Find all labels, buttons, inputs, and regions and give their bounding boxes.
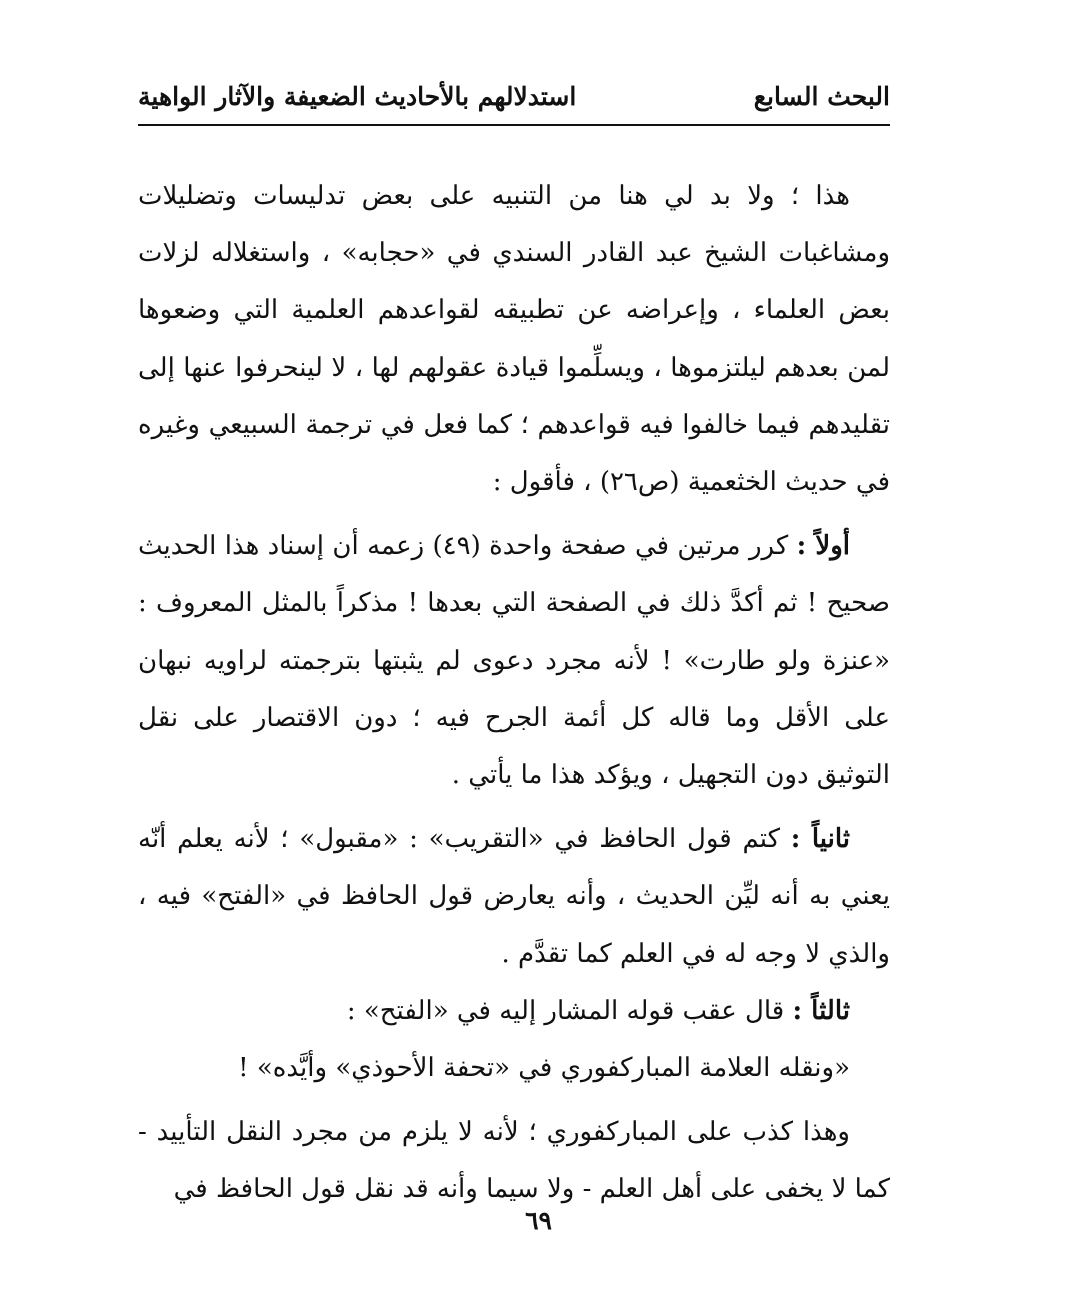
- paragraph-text: قال عقب قوله المشار إليه في «الفتح» :: [346, 995, 793, 1026]
- section-topic: استدلالهم بالأحاديث الضعيفة والآثار الواهية: [138, 82, 577, 111]
- paragraph-text: كتم قول الحافظ في «التقريب» : «مقبول» ؛ لأنه يعلم أنّه يعني به أنه ليِّن الحديث ، وأنه يعارض قول الحافظ في «الفتح» فيه ، والذي لا وجه له في العلم كما تقدَّم .: [138, 824, 890, 969]
- paragraph-third: [138, 983, 890, 1040]
- paragraph-first: [138, 518, 890, 804]
- running-header: [138, 78, 890, 118]
- paragraph-rebuttal: [138, 1104, 890, 1218]
- paragraph-text: كرر مرتين في صفحة واحدة (٤٩) زعمه أن إسناد هذا الحديث صحيح ! ثم أكدَّ ذلك في الصفحة التي بعدها ! مذكراً بالمثل المعروف : «عنزة ولو طارت» ! لأنه مجرد دعوى لم يثبتها بترجمته لراويه نبهان على الأقل وما قاله كل أئمة الجرح فيه ؛ دون الاقتصار على نقل التوثيق دون التجهيل ، ويؤكد هذا ما يأتي .: [138, 531, 890, 791]
- paragraph-lead: أولاً :: [796, 531, 850, 562]
- block-quote: [138, 1040, 890, 1097]
- paragraph-text: وهذا كذب على المباركفوري ؛ لأنه لا يلزم من مجرد النقل التأييد - كما لا يخفى على أهل العلم - ولا سيما وأنه قد نقل قول الحافظ في: [138, 1117, 890, 1205]
- paragraph-text: هذا ؛ ولا بد لي هنا من التنبيه على بعض تدليسات وتضليلات ومشاغبات الشيخ عبد القادر السندي في «حجابه» ، واستغلاله لزلات بعض العلماء ، وإعراضه عن تطبيقه لقواعدهم العلمية التي وضعوها لمن بعدهم ليلتزموها ، ويسلِّموا قيادة عقولهم لها ، لا لينحرفوا عنها إلى تقليدهم فيما خالفوا فيه قواعدهم ؛ كما فعل في ترجمة السبيعي وغيره في حديث الخثعمية (ص٢٦) ، فأقول :: [138, 181, 890, 498]
- paragraph-lead: ثالثاً :: [792, 995, 850, 1026]
- chapter-title: البحث السابع: [753, 82, 890, 111]
- page-number: ٦٩: [525, 1206, 552, 1235]
- paragraph-second: [138, 811, 890, 983]
- paragraph-lead: ثانياً :: [790, 824, 851, 855]
- page-body: [138, 168, 890, 1219]
- paragraph-intro: [138, 168, 890, 511]
- header-divider: [138, 124, 890, 126]
- quote-text: «ونقله العلامة المباركفوري في «تحفة الأحوذي» وأيَّده» !: [238, 1053, 850, 1084]
